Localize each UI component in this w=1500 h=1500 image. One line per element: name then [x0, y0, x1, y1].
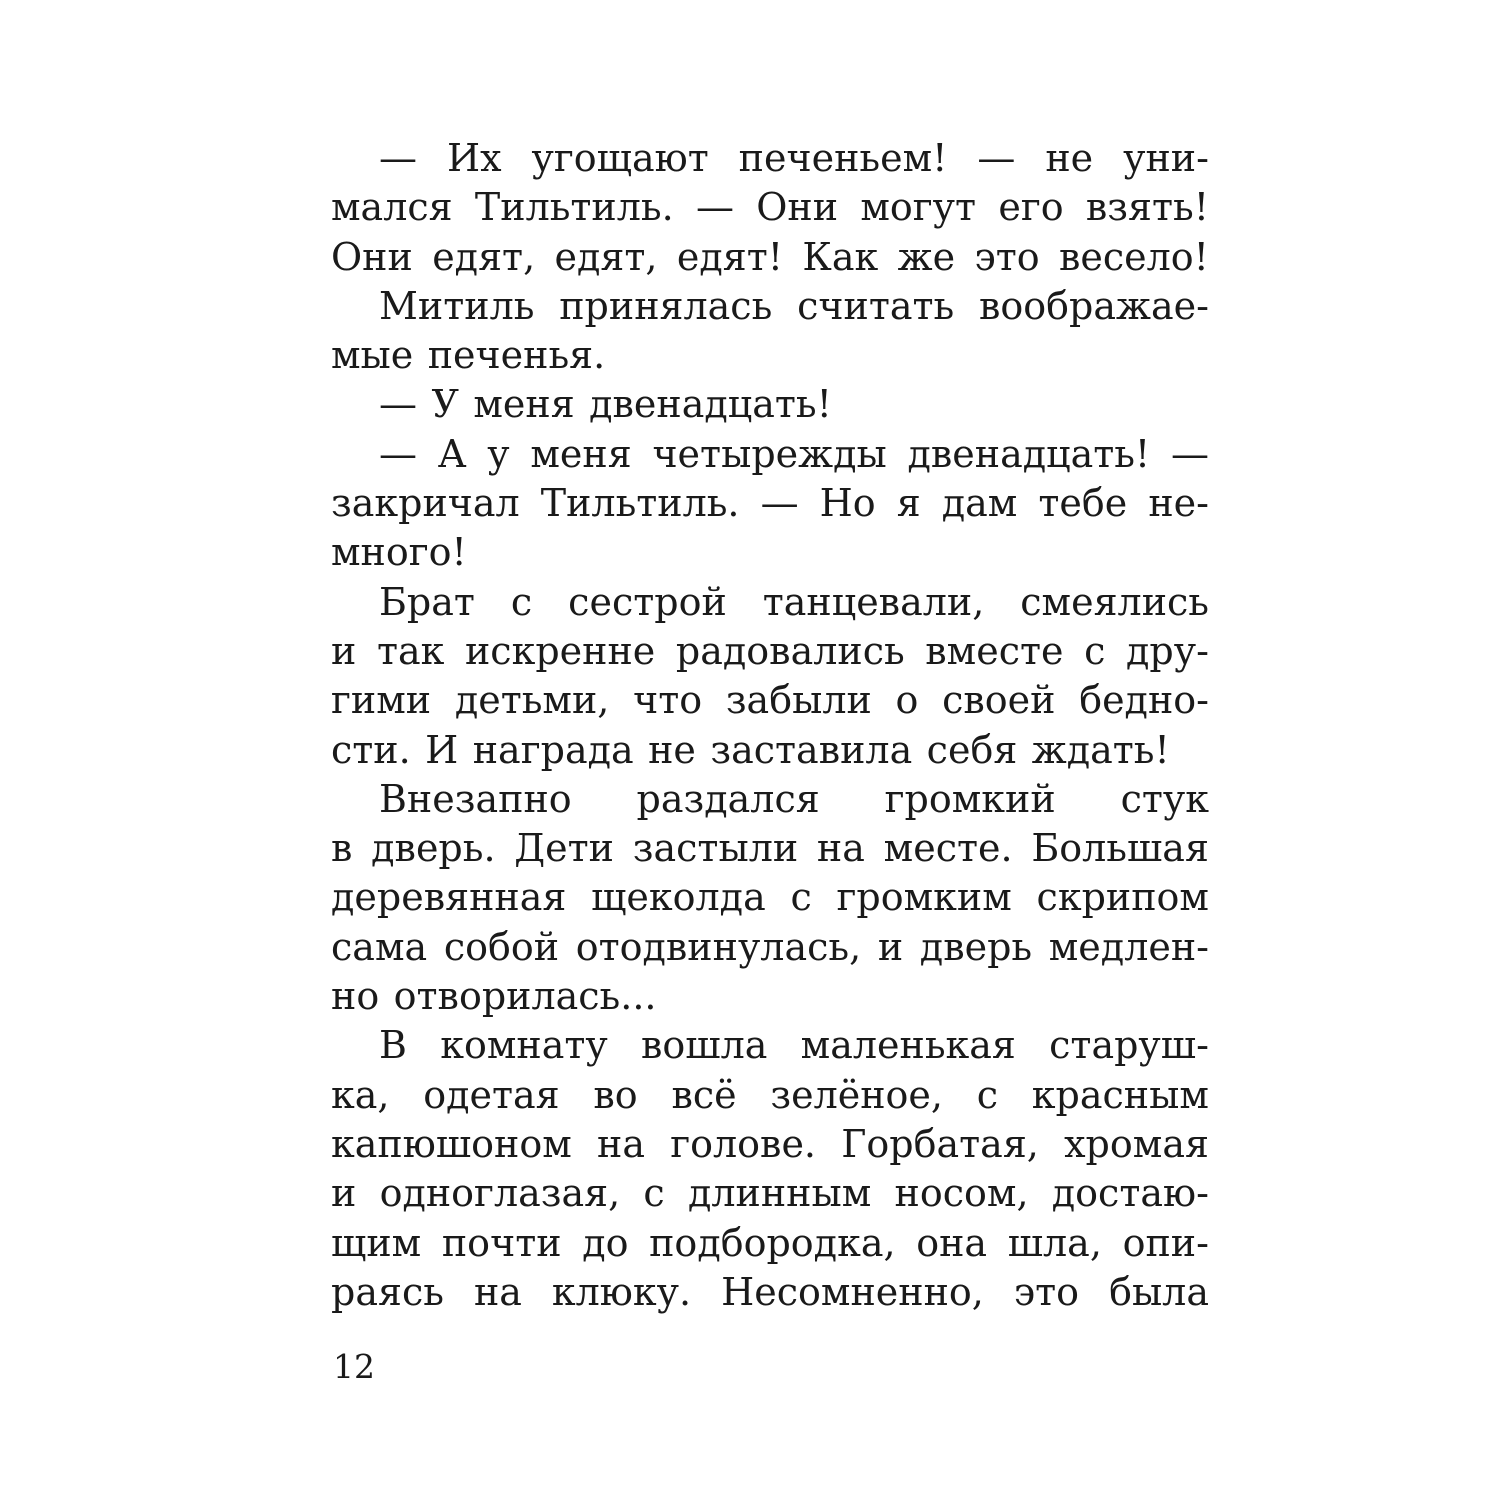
- text-line: [331, 479, 1209, 528]
- word: и: [331, 628, 357, 673]
- word: деревянная: [331, 875, 567, 920]
- word: подбородка,: [649, 1220, 896, 1265]
- word: носом,: [894, 1171, 1029, 1216]
- word: детьми,: [454, 678, 610, 723]
- word: комнату: [440, 1023, 608, 1068]
- word: взять!: [1085, 185, 1209, 230]
- text-line: [331, 430, 1209, 479]
- word: весело!: [1059, 234, 1209, 279]
- word: маленькая: [800, 1023, 1016, 1068]
- word: отодвинулась,: [575, 924, 862, 969]
- text-line: [331, 1219, 1209, 1268]
- word: не: [1045, 136, 1094, 180]
- word: —: [379, 382, 417, 427]
- word: сестрой: [568, 579, 727, 624]
- word: дверь.: [371, 826, 496, 871]
- word: с: [790, 875, 812, 920]
- text-line: [331, 282, 1209, 331]
- word: раясь: [331, 1269, 444, 1314]
- word: это: [1013, 1269, 1080, 1314]
- word: вошла: [641, 1023, 768, 1068]
- word: —: [1170, 431, 1209, 476]
- word: танцевали,: [762, 579, 985, 624]
- word: едят,: [554, 234, 658, 279]
- word: дам: [941, 481, 1018, 526]
- word: опи-: [1122, 1220, 1209, 1265]
- word: но: [331, 974, 380, 1019]
- text-line: [331, 380, 1209, 429]
- word: я: [896, 481, 921, 526]
- word: меня: [530, 431, 632, 476]
- word: меня: [473, 382, 575, 427]
- text-line: [331, 775, 1209, 824]
- word: тебе: [1038, 481, 1128, 526]
- word: У: [431, 382, 459, 427]
- word: Большая: [1031, 826, 1209, 871]
- word: дверь: [919, 924, 1033, 969]
- word: едят!: [676, 234, 784, 279]
- word: длинным: [687, 1171, 872, 1216]
- word: его: [998, 185, 1064, 230]
- word: собой: [443, 924, 560, 969]
- word: так: [376, 628, 445, 673]
- word: принялась: [559, 283, 773, 328]
- word: была: [1109, 1269, 1209, 1314]
- word: громкий: [884, 776, 1056, 821]
- word: угощают: [531, 136, 709, 180]
- word: с: [643, 1171, 665, 1216]
- word: во: [593, 1072, 638, 1117]
- word: громким: [836, 875, 1012, 920]
- word: раздался: [636, 776, 820, 821]
- word: много!: [331, 530, 467, 575]
- word: считать: [797, 283, 955, 328]
- text-line: [331, 233, 1209, 282]
- word: ка,: [331, 1072, 390, 1117]
- word: едят,: [432, 234, 536, 279]
- text-line: [331, 1120, 1209, 1169]
- word: щим: [331, 1220, 422, 1265]
- word: скрипом: [1036, 875, 1209, 920]
- word: двенадцать!: [907, 431, 1151, 476]
- word: сти.: [331, 727, 411, 772]
- word: с: [510, 579, 533, 624]
- word: награда: [472, 727, 634, 772]
- word: стук: [1120, 776, 1209, 821]
- body-text: [331, 134, 1209, 1317]
- word: —: [379, 136, 417, 180]
- word: одетая: [423, 1072, 560, 1117]
- text-line: [331, 627, 1209, 676]
- word: Тильтиль.: [474, 185, 674, 230]
- word: мые: [331, 333, 414, 378]
- word: Как: [802, 234, 879, 279]
- text-line: [331, 134, 1209, 183]
- word: шла,: [1007, 1220, 1102, 1265]
- word: отворилась...: [393, 974, 657, 1019]
- word: Брат: [379, 579, 475, 624]
- word: Они: [331, 234, 413, 279]
- text-line: [331, 923, 1209, 972]
- text-line: [331, 331, 1209, 380]
- word: четырежды: [652, 431, 887, 476]
- text-line: [331, 578, 1209, 627]
- word: что: [633, 678, 703, 723]
- text-line: [331, 1268, 1209, 1317]
- text-line: [331, 1021, 1209, 1070]
- word: Митиль: [379, 283, 535, 328]
- word: —: [379, 431, 417, 476]
- word: Дети: [514, 826, 615, 871]
- word: Их: [446, 136, 502, 180]
- word: дру-: [1126, 628, 1209, 673]
- word: всё: [671, 1072, 737, 1117]
- word: Горбатая,: [841, 1121, 1039, 1166]
- word: —: [695, 185, 734, 230]
- text-line: [331, 1071, 1209, 1120]
- page-number: 12: [333, 1347, 375, 1386]
- word: двенадцать!: [589, 382, 832, 427]
- word: зелёное,: [770, 1072, 943, 1117]
- word: ждать!: [1031, 727, 1170, 772]
- word: Они: [756, 185, 839, 230]
- word: заставила: [710, 727, 913, 772]
- word: щеколда: [591, 875, 766, 920]
- word: почти: [441, 1220, 562, 1265]
- word: же: [897, 234, 956, 279]
- word: у: [487, 431, 510, 476]
- word: А: [437, 431, 467, 476]
- word: месте.: [883, 826, 1013, 871]
- word: это: [974, 234, 1040, 279]
- text-line: [331, 972, 1209, 1021]
- word: искренне: [464, 628, 656, 673]
- word: на: [816, 826, 865, 871]
- word: на: [597, 1121, 646, 1166]
- word: Тильтиль.: [540, 481, 740, 526]
- word: забыли: [725, 678, 872, 723]
- word: капюшоном: [331, 1121, 572, 1166]
- word: с: [1084, 628, 1106, 673]
- text-line: [331, 183, 1209, 232]
- word: красным: [1031, 1072, 1209, 1117]
- word: хромая: [1064, 1121, 1209, 1166]
- word: на: [473, 1269, 522, 1314]
- text-line: [331, 873, 1209, 922]
- word: радовались: [675, 628, 905, 673]
- word: своей: [942, 678, 1056, 723]
- word: и: [877, 924, 904, 969]
- word: до: [582, 1220, 629, 1265]
- word: старуш-: [1049, 1023, 1209, 1068]
- word: гими: [331, 678, 432, 723]
- word: не: [648, 727, 696, 772]
- word: о: [895, 678, 919, 723]
- text-line: [331, 824, 1209, 873]
- word: смеялись: [1020, 579, 1209, 624]
- word: печенья.: [427, 333, 606, 378]
- word: Внезапно: [379, 776, 572, 821]
- word: застыли: [632, 826, 799, 871]
- word: себя: [926, 727, 1018, 772]
- word: одноглазая,: [379, 1171, 621, 1216]
- word: голове.: [670, 1121, 817, 1166]
- word: она: [916, 1220, 988, 1265]
- word: могут: [860, 185, 977, 230]
- word: бедно-: [1079, 678, 1209, 723]
- word: сама: [331, 924, 428, 969]
- word: В: [379, 1023, 407, 1068]
- text-line: [331, 726, 1209, 775]
- word: мался: [331, 185, 453, 230]
- word: И: [425, 727, 459, 772]
- word: с: [976, 1072, 999, 1117]
- word: клюку.: [551, 1269, 692, 1314]
- word: в: [331, 826, 353, 871]
- word: воображае-: [979, 283, 1209, 328]
- word: печеньем!: [738, 136, 948, 180]
- word: и: [331, 1171, 357, 1216]
- word: достаю-: [1051, 1171, 1209, 1216]
- word: вместе: [925, 628, 1064, 673]
- word: Но: [819, 481, 876, 526]
- word: закричал: [331, 481, 520, 526]
- text-line: [331, 676, 1209, 725]
- word: —: [977, 136, 1016, 180]
- text-line: [331, 1169, 1209, 1218]
- word: уни-: [1123, 136, 1209, 180]
- word: Несомненно,: [721, 1269, 984, 1314]
- word: медлен-: [1048, 924, 1209, 969]
- text-line: [331, 528, 1209, 577]
- word: не-: [1148, 481, 1209, 526]
- word: —: [760, 481, 799, 526]
